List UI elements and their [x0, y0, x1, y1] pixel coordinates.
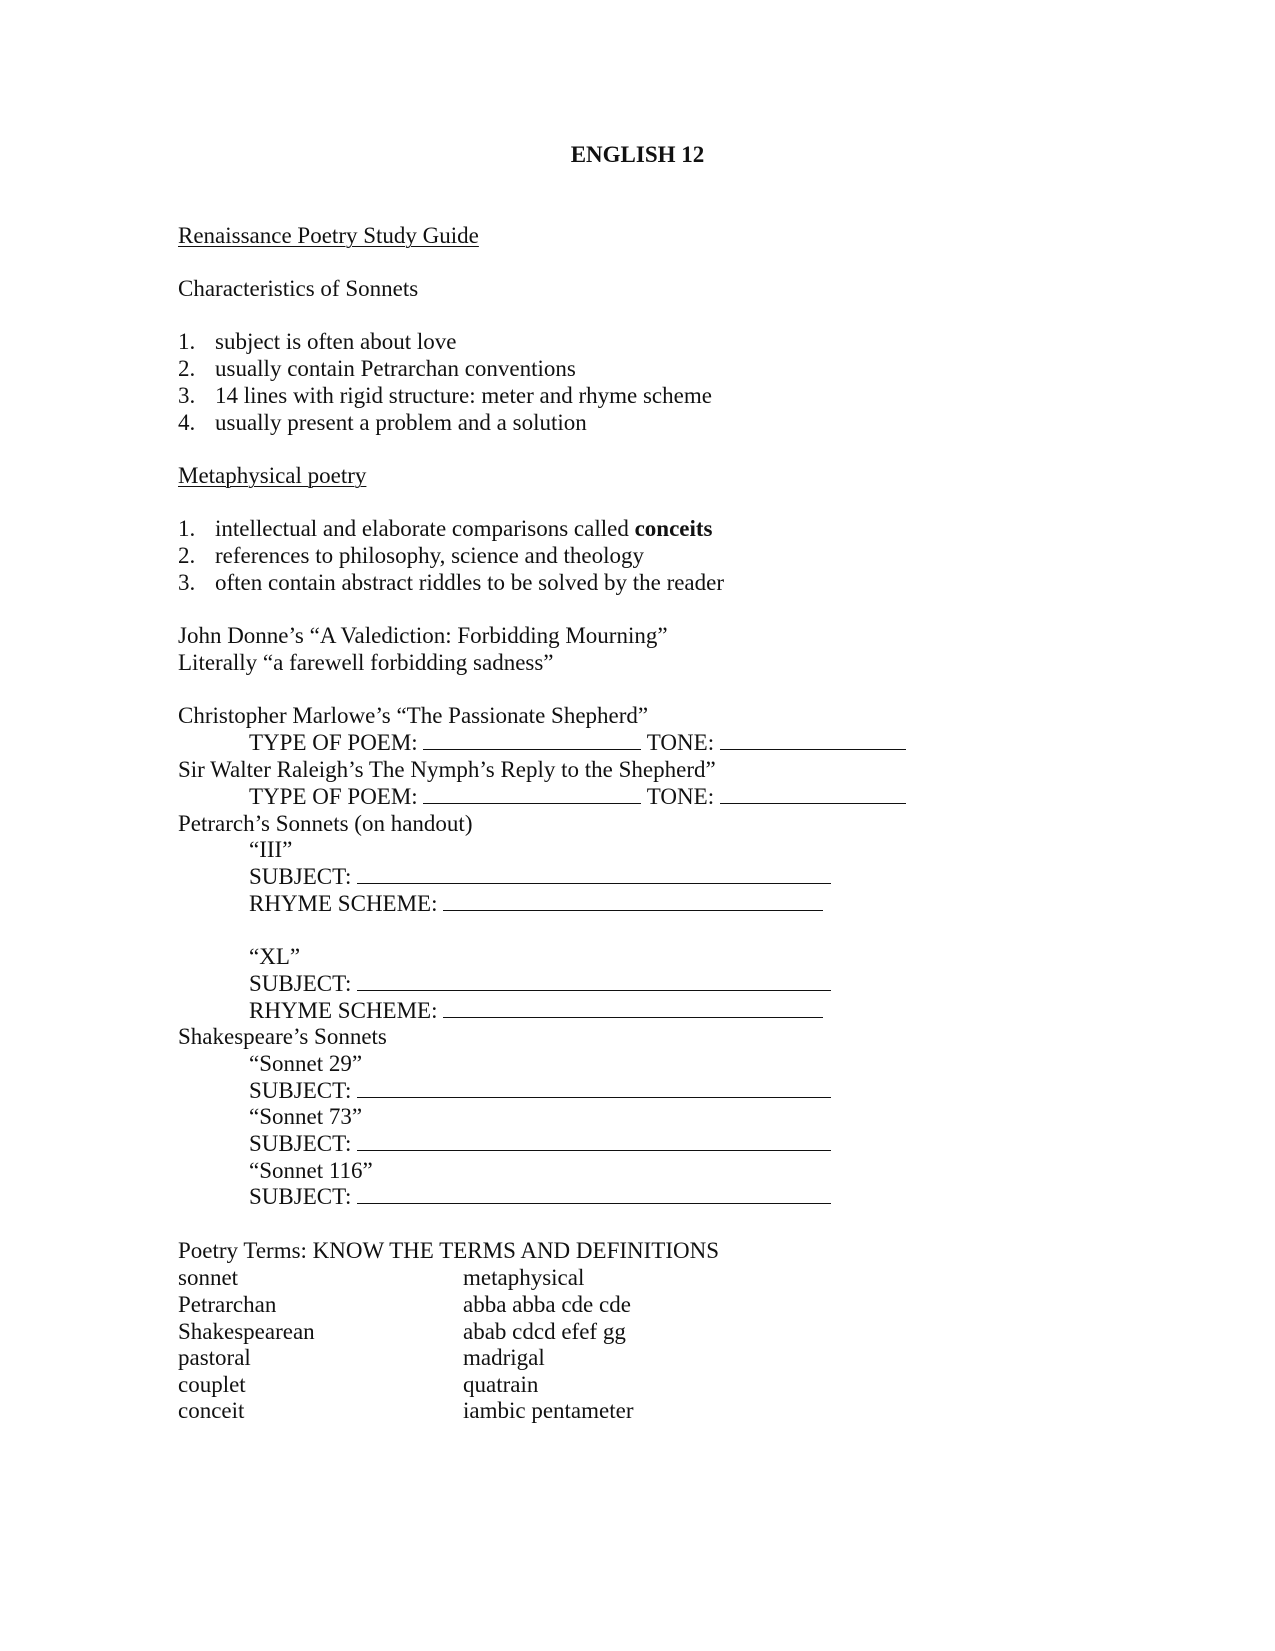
list-text: usually present a problem and a solution: [215, 410, 587, 435]
term-left: conceit: [178, 1398, 245, 1423]
tone-label: TONE:: [646, 730, 715, 755]
list-item: [178, 515, 713, 543]
sonnet-73: “Sonnet 73”: [249, 1104, 363, 1129]
type-of-poem-blank[interactable]: [423, 783, 641, 804]
list-text: 14 lines with rigid structure: meter and rhyme scheme: [215, 383, 712, 408]
term-left: Petrarchan: [178, 1292, 277, 1317]
rhyme-scheme-blank[interactable]: [443, 997, 823, 1018]
page-title: ENGLISH 12: [570, 142, 705, 167]
petrarch-sonnet-iii: “III”: [249, 837, 293, 862]
subject-row: [249, 1077, 831, 1105]
type-of-poem-blank[interactable]: [423, 729, 641, 750]
petrarch-sonnet-xl: “XL”: [249, 944, 301, 969]
shakespeare-heading: Shakespeare’s Sonnets: [178, 1024, 387, 1049]
subject-label: SUBJECT:: [249, 1184, 352, 1209]
list-item: [178, 409, 587, 437]
term-right: abba abba cde cde: [463, 1292, 631, 1317]
term-left: Shakespearean: [178, 1319, 315, 1344]
subject-label: SUBJECT:: [249, 971, 352, 996]
petrarch-heading: Petrarch’s Sonnets (on handout): [178, 811, 473, 836]
rhyme-scheme-row: [249, 997, 823, 1025]
subject-blank[interactable]: [357, 1077, 831, 1098]
term-left: sonnet: [178, 1265, 239, 1290]
subject-row: [249, 863, 831, 891]
sonnet-116: “Sonnet 116”: [249, 1158, 373, 1183]
subject-row: [249, 1183, 831, 1211]
bold-term: conceits: [634, 516, 713, 541]
list-number: 3.: [178, 383, 196, 408]
list-item: [178, 569, 724, 597]
list-text: often contain abstract riddles to be solved by the reader: [215, 570, 725, 595]
rhyme-scheme-blank[interactable]: [443, 890, 823, 911]
marlowe-type-row: [249, 729, 906, 757]
marlowe-title: Christopher Marlowe’s “The Passionate Shepherd”: [178, 703, 649, 728]
raleigh-title: Sir Walter Raleigh’s The Nymph’s Reply to the Shepherd”: [178, 757, 716, 782]
term-right: quatrain: [463, 1372, 539, 1397]
term-right: madrigal: [463, 1345, 545, 1370]
list-number: 3.: [178, 570, 196, 595]
metaphysical-heading: Metaphysical poetry: [178, 463, 367, 488]
rhyme-scheme-label: RHYME SCHEME:: [249, 998, 438, 1023]
donne-title: John Donne’s “A Valediction: Forbidding Mourning”: [178, 623, 668, 648]
rhyme-scheme-label: RHYME SCHEME:: [249, 891, 438, 916]
list-item: [178, 382, 712, 410]
list-text: subject is often about love: [215, 329, 457, 354]
raleigh-type-row: [249, 783, 906, 811]
term-right: abab cdcd efef gg: [463, 1319, 626, 1344]
type-of-poem-label: TYPE OF POEM:: [249, 730, 418, 755]
terms-heading: Poetry Terms: KNOW THE TERMS AND DEFINITIONS: [178, 1238, 720, 1263]
term-right: metaphysical: [463, 1265, 585, 1290]
list-number: 1.: [178, 329, 196, 354]
subject-blank[interactable]: [357, 863, 831, 884]
term-right: iambic pentameter: [463, 1398, 634, 1423]
type-of-poem-label: TYPE OF POEM:: [249, 784, 418, 809]
list-number: 2.: [178, 543, 196, 568]
subject-label: SUBJECT:: [249, 864, 352, 889]
subject-blank[interactable]: [357, 970, 831, 991]
subject-label: SUBJECT:: [249, 1078, 352, 1103]
list-number: 2.: [178, 356, 196, 381]
tone-blank[interactable]: [720, 783, 906, 804]
list-text: intellectual and elaborate comparisons called: [215, 516, 635, 541]
list-item: [178, 328, 456, 356]
sonnet-29: “Sonnet 29”: [249, 1051, 363, 1076]
term-left: couplet: [178, 1372, 246, 1397]
list-number: 1.: [178, 516, 196, 541]
tone-label: TONE:: [646, 784, 715, 809]
sonnets-heading: Characteristics of Sonnets: [178, 276, 419, 301]
subject-label: SUBJECT:: [249, 1131, 352, 1156]
tone-blank[interactable]: [720, 729, 906, 750]
list-item: [178, 355, 576, 383]
list-item: [178, 542, 644, 570]
list-text: references to philosophy, science and theology: [215, 543, 644, 568]
subject-row: [249, 1130, 831, 1158]
rhyme-scheme-row: [249, 890, 823, 918]
subject-blank[interactable]: [357, 1183, 831, 1204]
subject-blank[interactable]: [357, 1130, 831, 1151]
list-number: 4.: [178, 410, 196, 435]
donne-meaning: Literally “a farewell forbidding sadness”: [178, 650, 554, 675]
study-guide-heading: Renaissance Poetry Study Guide: [178, 223, 479, 248]
list-text: usually contain Petrarchan conventions: [215, 356, 576, 381]
term-left: pastoral: [178, 1345, 251, 1370]
subject-row: [249, 970, 831, 998]
